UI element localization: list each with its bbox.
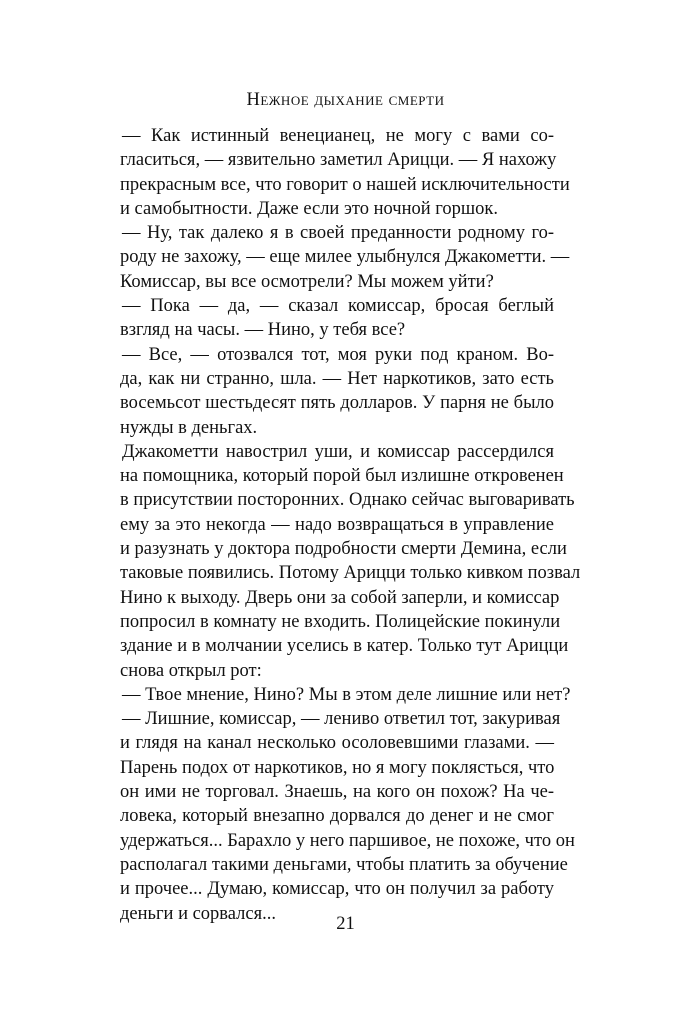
text-line: Комиссар, вы все осмотрели? Мы можем уйти? [120, 271, 494, 292]
text-line: ему за это некогда — надо возвращаться в управление [120, 514, 554, 535]
text-line: гласиться, — язвительно заметил Арицци. — Я нахожу [120, 150, 557, 171]
text-line: да, как ни странно, шла. — Нет наркотиков, зато есть [120, 368, 554, 389]
text-line: роду не захожу, — еще милее улыбнулся Джакометти. — [120, 247, 570, 268]
paragraph [120, 343, 554, 440]
text-line: здание и в молчании уселись в катер. Только тут Арицци [120, 636, 569, 657]
text-line: Нино к выходу. Дверь они за собой заперли, и комиссар [120, 587, 560, 608]
paragraph [120, 707, 575, 926]
text-line: — Лишние, комиссар, — лениво ответил тот, закуривая [122, 709, 561, 730]
text-line: — Все, — отозвался тот, моя руки под краном. Во- [122, 344, 554, 365]
text-line: деньги и сорвался... [120, 903, 277, 924]
text-line: нужды в деньгах. [120, 417, 258, 438]
text-line: прекрасным все, что говорит о нашей исключительности [120, 174, 570, 195]
paragraph [120, 124, 570, 221]
text-line: таковые появились. Потому Арицци только кивком позвал [120, 563, 581, 584]
text-line: и разузнать у доктора подробности смерти Демина, если [120, 539, 567, 560]
text-line: удержаться... Барахло у него паршивое, не похоже, что он [120, 830, 575, 851]
text-line: снова открыл рот: [120, 660, 262, 681]
text-line: и глядя на канал несколько осоловевшими глазами. — [120, 733, 554, 754]
text-line: на помощника, который порой был излишне откровенен [120, 466, 564, 487]
text-line: — Пока — да, — сказал комиссар, бросая беглый [122, 296, 554, 317]
paragraph [120, 683, 571, 707]
text-line: располагал такими деньгами, чтобы платить за обучение [120, 854, 568, 875]
text-line: и прочее... Думаю, комиссар, что он получил за работу [120, 879, 554, 900]
text-line: он ими не торговал. Знаешь, на кого он похож? На че- [120, 782, 554, 803]
text-line: восемьсот шестьдесят пять долларов. У парня не было [120, 393, 554, 414]
text-line: ловека, который внезапно дорвался до денег и не смог [120, 806, 554, 827]
running-head: Нежное дыхание смерти [246, 90, 445, 110]
text-line: в присутствии посторонних. Однако сейчас выговаривать [120, 490, 575, 511]
paragraph [120, 221, 570, 294]
body-text [120, 124, 581, 926]
text-line: взгляд на часы. — Нино, у тебя все? [120, 320, 406, 341]
paragraph [120, 440, 581, 683]
text-line: — Ну, так далеко я в своей преданности родному го- [122, 223, 554, 244]
text-line: и самобытности. Даже если это ночной горшок. [120, 198, 499, 219]
text-line: — Твое мнение, Нино? Мы в этом деле лишние или нет? [122, 684, 571, 705]
text-line: Парень подох от наркотиков, но я могу поклясться, что [120, 757, 555, 778]
page-number: 21 [336, 914, 355, 934]
paragraph [120, 294, 554, 343]
text-line: Джакометти навострил уши, и комиссар рассердился [122, 441, 554, 462]
text-line: попросил в комнату не входить. Полицейские покинули [120, 611, 561, 632]
text-line: — Как истинный венецианец, не могу с вами со- [122, 126, 554, 146]
